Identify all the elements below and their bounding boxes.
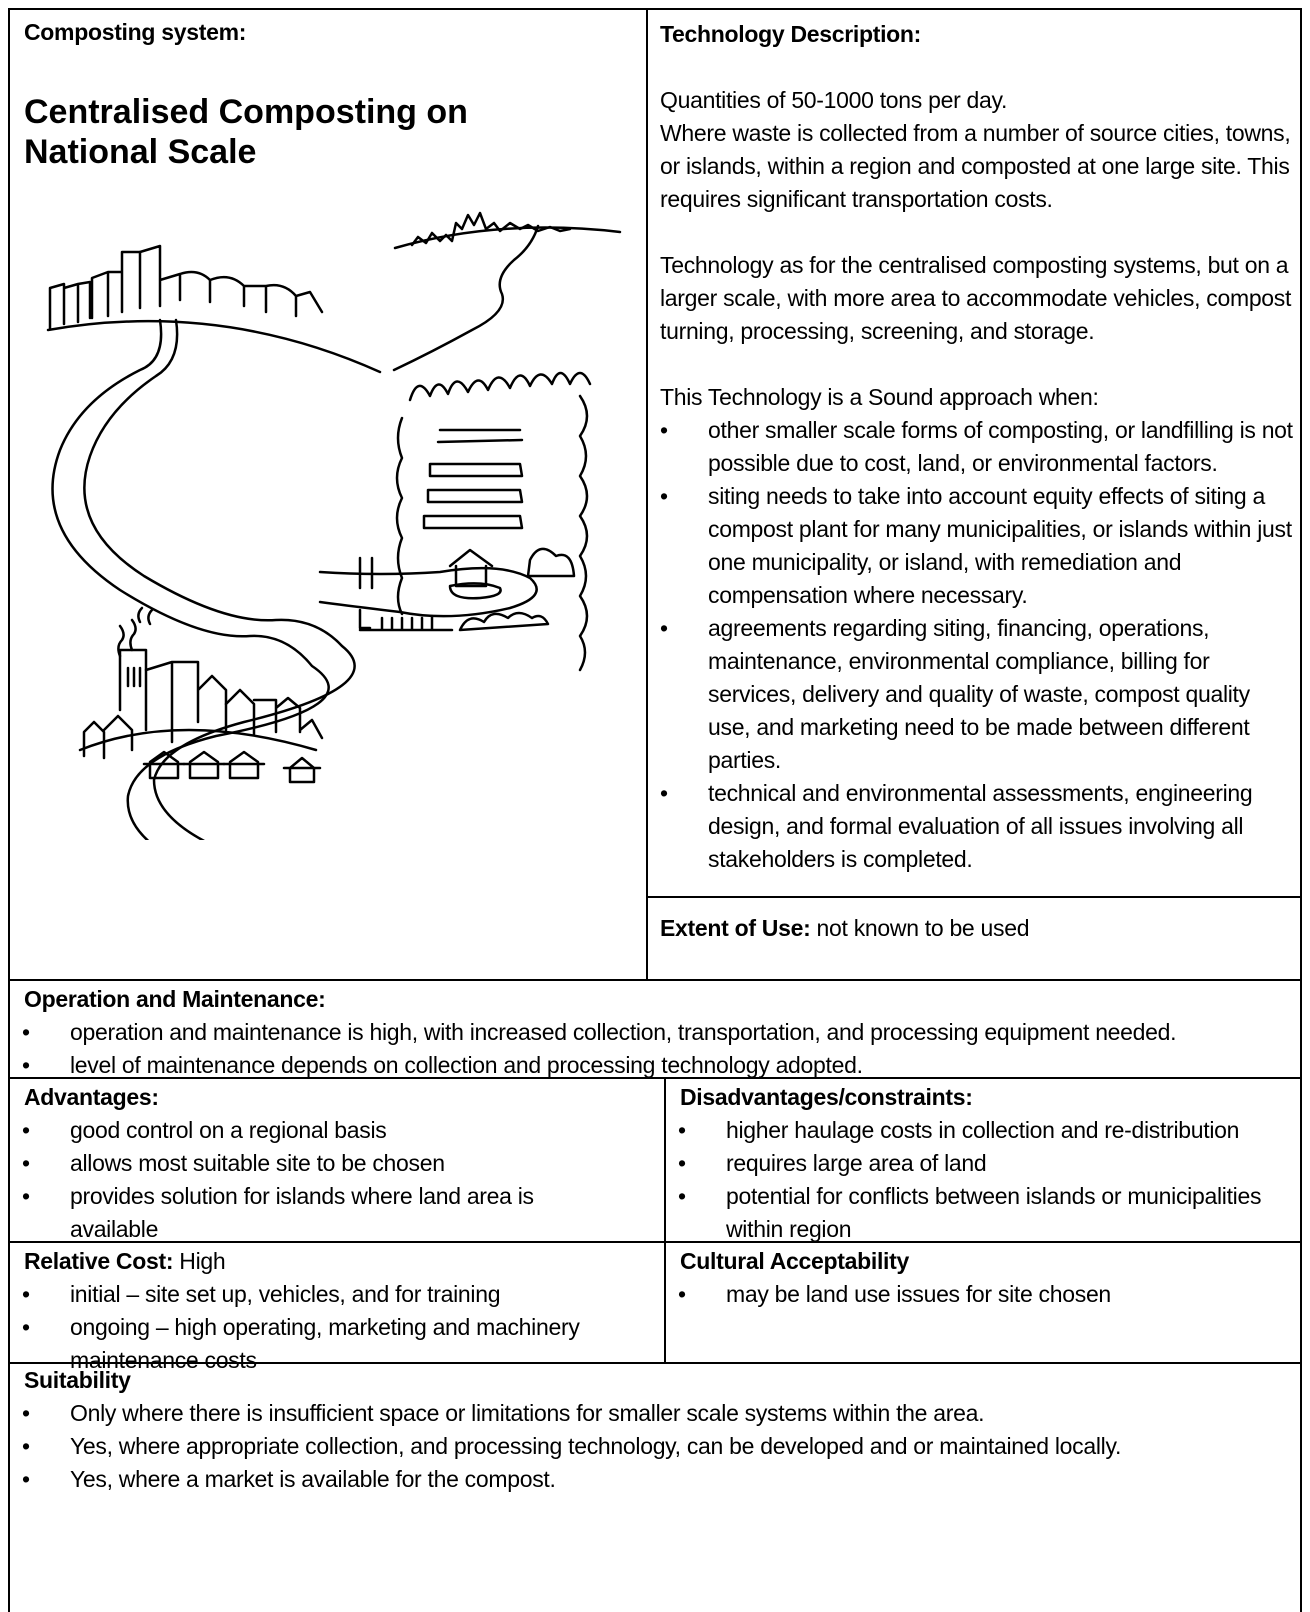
cultural-bullet-list [666, 1278, 1300, 1311]
list-item: • Yes, where a market is available for the compost. [10, 1463, 1294, 1496]
operation-cell [8, 979, 1302, 1079]
list-item: • requires large area of land [666, 1147, 1302, 1180]
extent-label: Extent of Use: [660, 915, 811, 941]
list-item: • other smaller scale forms of composting, or landfilling is not possible due to cost, land, or environmental factors. [648, 414, 1298, 480]
disadvantages-label: Disadvantages/constraints: [680, 1084, 973, 1110]
suitability-bullet-list [10, 1397, 1294, 1496]
advantages-bullet-list [10, 1114, 590, 1246]
system-label: Composting system: [24, 19, 247, 45]
cultural-label: Cultural Acceptability [680, 1248, 909, 1274]
tech-scale-text: Technology as for the centralised composting systems, but on a larger scale, with more area to accommodate vehicles, compost turning, processing, screening, and storage. [660, 252, 1292, 344]
list-item: • operation and maintenance is high, with increased collection, transportation, and processing equipment needed. [10, 1016, 1294, 1049]
list-item: • Only where there is insufficient space or limitations for smaller scale systems within the area. [10, 1397, 1294, 1430]
cost-label: Relative Cost: [24, 1248, 174, 1274]
system-cell [8, 8, 648, 981]
page-title: Centralised Composting on National Scale [24, 93, 468, 171]
list-item: • agreements regarding siting, financing, operations, maintenance, environmental compliance, billing for services, delivery and quality of waste, compost quality use, and marketing need to be made between different parties. [648, 612, 1298, 777]
list-item: • siting needs to take into account equity effects of siting a compost plant for many municipalities, or islands within just one municipality, or island, with remediation and compensation where necessary. [648, 480, 1298, 612]
list-item: • good control on a regional basis [10, 1114, 590, 1147]
extent-cell [646, 896, 1302, 981]
cost-value: High [179, 1248, 226, 1274]
list-item: • technical and environmental assessments, engineering design, and formal evaluation of all issues involving all stakeholders is completed. [648, 777, 1298, 876]
cultural-cell [664, 1241, 1302, 1364]
extent-value: not known to be used [816, 915, 1030, 941]
tech-quantities: Quantities of 50-1000 tons per day. [660, 87, 1008, 113]
technology-cell [646, 8, 1302, 898]
tech-sound-approach: This Technology is a Sound approach when: [660, 384, 1099, 410]
list-item: • level of maintenance depends on collection and processing technology adopted. [10, 1049, 1294, 1082]
cost-cell [8, 1241, 666, 1373]
list-item: • Yes, where appropriate collection, and processing technology, can be developed and or maintained locally. [10, 1430, 1294, 1463]
suitability-cell [8, 1362, 1302, 1612]
list-item: • initial – site set up, vehicles, and for training [10, 1278, 610, 1311]
list-item: • allows most suitable site to be chosen [10, 1147, 590, 1180]
advantages-cell [8, 1077, 666, 1243]
operation-bullet-list [10, 1016, 1294, 1082]
list-item: • higher haulage costs in collection and re-distribution [666, 1114, 1302, 1147]
advantages-label: Advantages: [24, 1084, 159, 1110]
list-item: • may be land use issues for site chosen [666, 1278, 1300, 1311]
composting-site-sketch-illustration [20, 190, 640, 840]
operation-label: Operation and Maintenance: [24, 986, 326, 1012]
suitability-label: Suitability [24, 1367, 131, 1393]
list-item: • ongoing – high operating, marketing and machinery maintenance costs [10, 1311, 610, 1377]
list-item: • potential for conflicts between islands or municipalities within region [666, 1180, 1302, 1246]
list-item: • provides solution for islands where land area is available [10, 1180, 590, 1246]
technology-label: Technology Description: [660, 21, 922, 47]
tech-collection-text: Where waste is collected from a number of source cities, towns, or islands, within a region and composted at one large site. This requires significant transportation costs. [660, 120, 1291, 212]
disadvantages-cell [664, 1077, 1302, 1243]
disadvantages-bullet-list [666, 1114, 1302, 1246]
tech-bullet-list [648, 414, 1298, 876]
